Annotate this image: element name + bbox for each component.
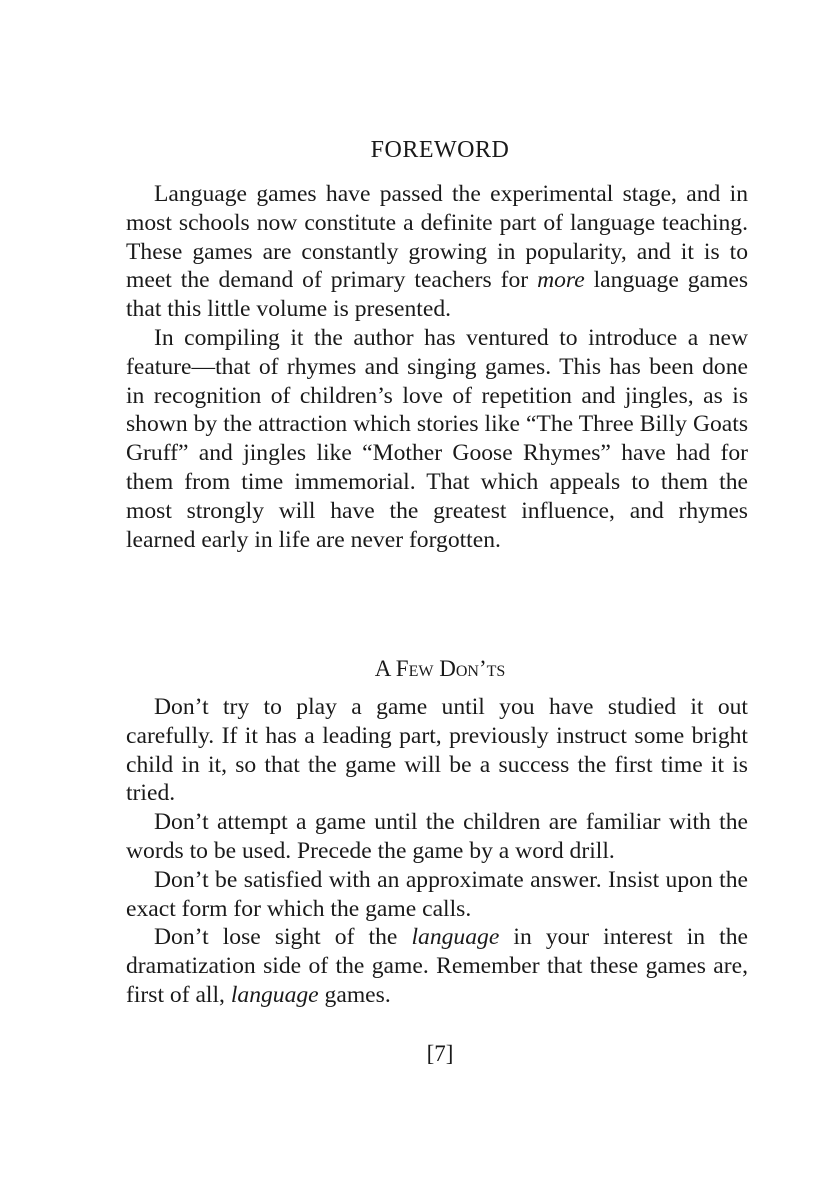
emphasis-text: more — [537, 267, 585, 294]
page-title: FOREWORD — [370, 137, 510, 163]
text-span: Don’t lose sight of the — [154, 924, 412, 951]
text-span: games. — [318, 981, 391, 1008]
section-heading: A Few Don’ts — [374, 656, 506, 681]
text-span: Don’t be satisfied with an approximate answer. Insist upon the exact form for which the game calls. — [126, 866, 748, 922]
text-span: language games that this little volume is presented. — [126, 267, 748, 323]
emphasis-text: language — [230, 981, 319, 1008]
foreword-body — [126, 180, 748, 554]
dont-paragraph — [126, 808, 748, 866]
donts-body — [126, 693, 748, 1010]
text-span: Language games have passed the experimental stage, and in most schools now constitute a definite part of language teaching. These games are constantly growing in popularity, and it is to meet the demand of primary teachers for — [126, 181, 748, 294]
emphasis-text: language — [411, 924, 500, 951]
text-span: Don’t try to play a game until you have studied it out carefully. If it has a leading part, previously instruct some bright child in it, so that the game will be a success the first time it is tried. — [126, 694, 748, 807]
dont-paragraph — [126, 923, 748, 1009]
text-span: In compiling it the author has ventured to introduce a new feature—that of rhymes and singing games. This has been done in recognition of children’s love of repetition and jingles, as is shown by the attraction which stories like “The Three Billy Goats Gruff” and jingles like “Mother Goose Rhymes” have had for them from time immemorial. That which appeals to them the most strongly will have the greatest influence, and rhymes learned early in life are never forgotten. — [126, 324, 748, 553]
foreword-paragraph — [126, 180, 748, 324]
text-span: in your interest in the dramatization side of the game. Remember that these games are, first of all, — [126, 924, 749, 1008]
text-span: Don’t attempt a game until the children are familiar with the words to be used. Precede the game by a word drill. — [126, 809, 748, 864]
foreword-paragraph — [126, 324, 748, 554]
dont-paragraph — [126, 866, 748, 924]
dont-paragraph — [126, 693, 748, 808]
page-number: [7] — [426, 1041, 454, 1066]
